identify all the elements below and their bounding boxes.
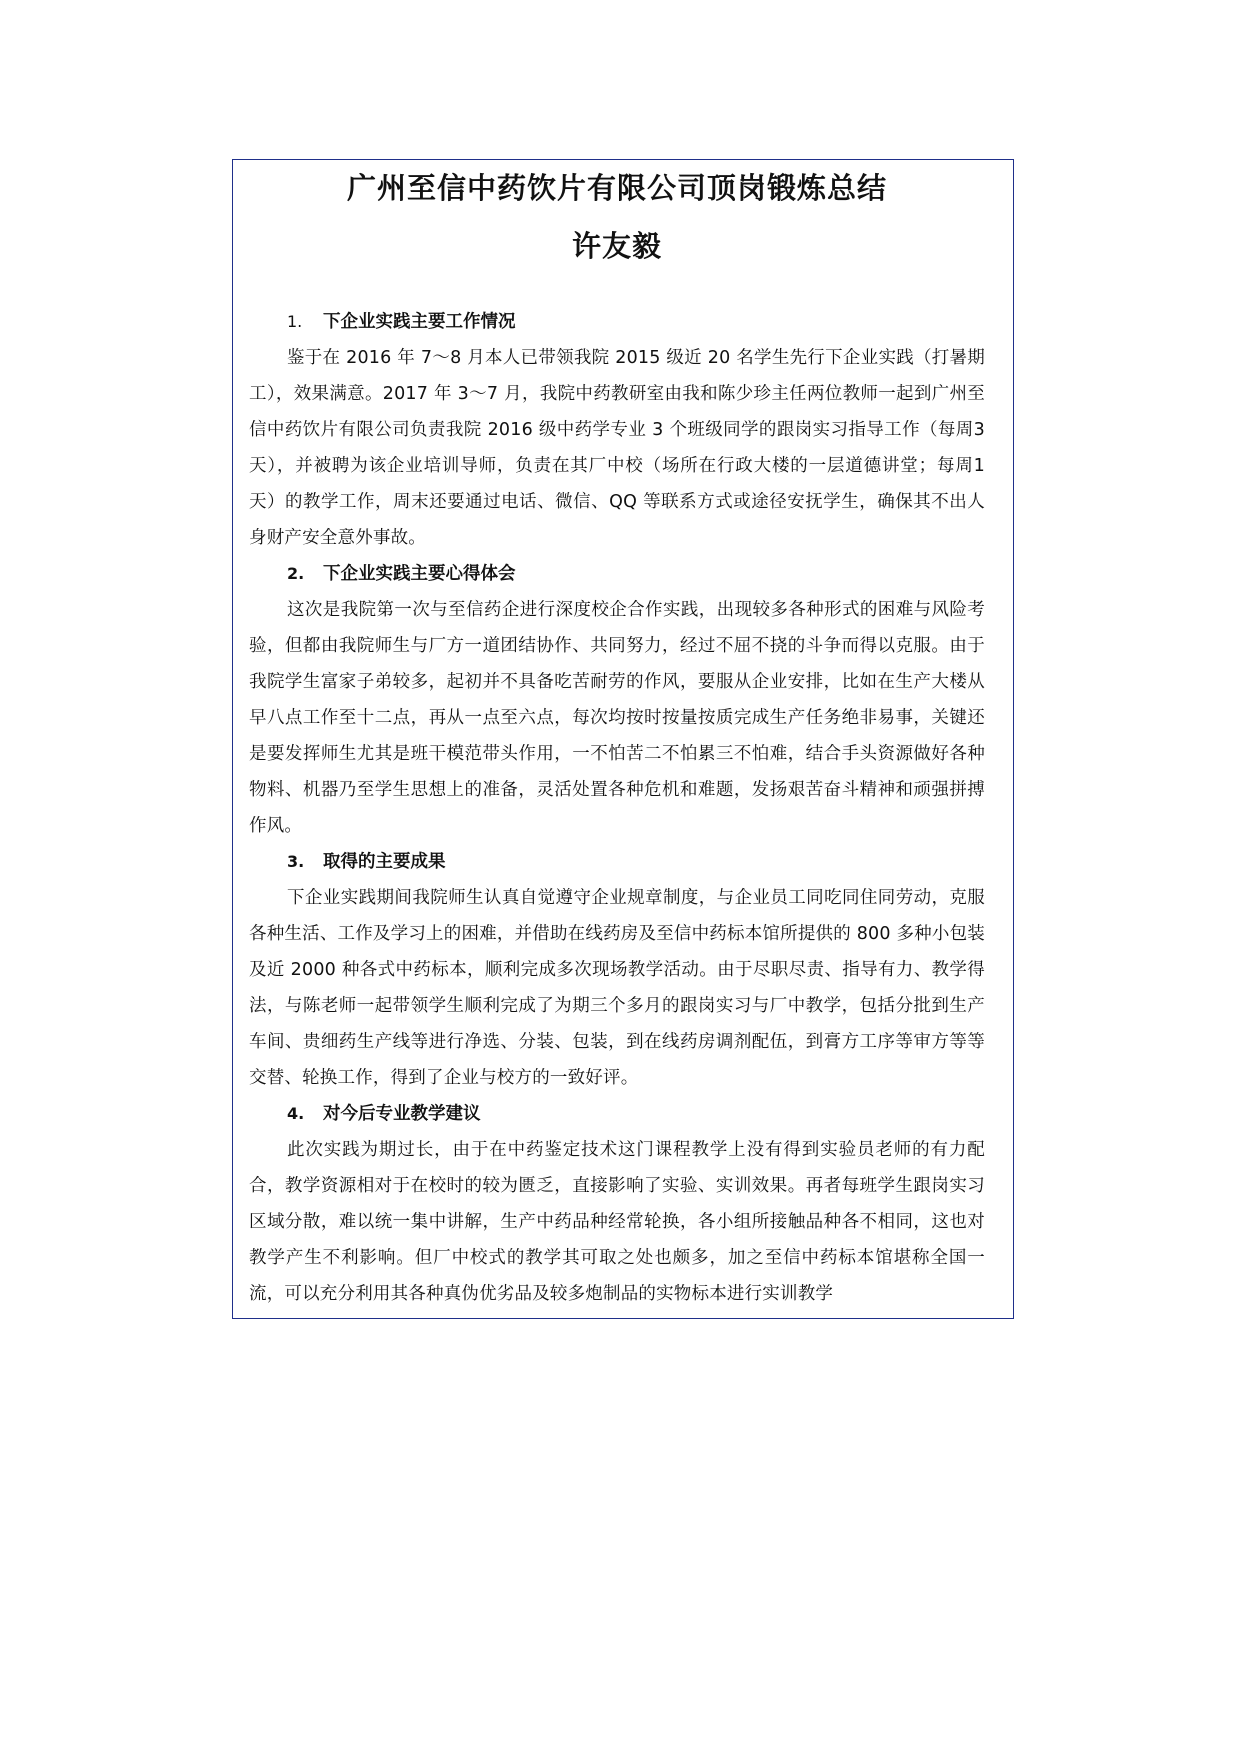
section-heading <box>249 844 985 880</box>
section-title: 对今后专业教学建议 <box>323 1104 481 1124</box>
section-heading <box>249 556 985 592</box>
section-work-overview <box>249 304 985 556</box>
section-paragraph: 这次是我院第一次与至信药企进行深度校企合作实践，出现较多各种形式的困难与风险考验，但都由我院师生与厂方一道团结协作、共同努力，经过不屈不挠的斗争而得以克服。由于我院学生富家子弟较多，起初并不具备吃苦耐劳的作风，要服从企业安排，比如在生产大楼从早八点工作至十二点，再从一点至六点，每次均按时按量按质完成生产任务绝非易事，关键还是要发挥师生尤其是班干模范带头作用，一不怕苦二不怕累三不怕难，结合手头资源做好各种物料、机器乃至学生思想上的准备，灵活处置各种危机和难题，发扬艰苦奋斗精神和顽强拼搏作风。 <box>249 600 985 836</box>
section-number: 2. <box>287 564 305 583</box>
document-frame <box>232 159 1014 1319</box>
document-title: 广州至信中药饮片有限公司顶岗锻炼总结 <box>346 171 887 205</box>
document-author: 许友毅 <box>571 229 662 263</box>
section-paragraph: 下企业实践期间我院师生认真自觉遵守企业规章制度，与企业员工同吃同住同劳动，克服各种生活、工作及学习上的困难，并借助在线药房及至信中药标本馆所提供的 800 多种小包装及近 2000 种各式中药标本，顺利完成多次现场教学活动。由于尽职尽责、指导有力、教学得法，与陈老师一起带领学生顺利完成了为期三个多月的跟岗实习与厂中教学，包括分批到生产车间、贵细药生产线等进行净选、分装、包装，到在线药房调剂配伍，到膏方工序等审方等等交替、轮换工作，得到了企业与校方的一致好评。 <box>249 888 985 1088</box>
section-title: 取得的主要成果 <box>323 852 446 872</box>
section-experience <box>249 556 985 844</box>
section-achievements <box>249 844 985 1096</box>
section-number: 3. <box>287 852 305 871</box>
section-number: 4. <box>287 1104 305 1123</box>
section-title: 下企业实践主要工作情况 <box>323 312 516 332</box>
section-heading <box>249 304 985 340</box>
section-number: 1. <box>287 312 303 331</box>
section-suggestions <box>249 1096 985 1312</box>
section-paragraph: 鉴于在 2016 年 7～8 月本人已带领我院 2015 级近 20 名学生先行下企业实践（打暑期工），效果满意。2017 年 3～7 月，我院中药教研室由我和陈少珍主任两位教师一起到广州至信中药饮片有限公司负责我院 2016 级中药学专业 3 个班级同学的跟岗实习指导工作（每周3 天），并被聘为该企业培训导师，负责在其厂中校（场所在行政大楼的一层道德讲堂；每周1 天）的教学工作，周末还要通过电话、微信、QQ 等联系方式或途径安抚学生，确保其不出人身财产安全意外事故。 <box>249 348 985 548</box>
section-heading <box>249 1096 985 1132</box>
section-paragraph: 此次实践为期过长，由于在中药鉴定技术这门课程教学上没有得到实验员老师的有力配合，教学资源相对于在校时的较为匮乏，直接影响了实验、实训效果。再者每班学生跟岗实习区域分散，难以统一集中讲解，生产中药品种经常轮换，各小组所接触品种各不相同，这也对教学产生不利影响。但厂中校式的教学其可取之处也颇多，加之至信中药标本馆堪称全国一流，可以充分利用其各种真伪优劣品及较多炮制品的实物标本进行实训教学 <box>249 1140 985 1304</box>
section-title: 下企业实践主要心得体会 <box>323 564 516 584</box>
